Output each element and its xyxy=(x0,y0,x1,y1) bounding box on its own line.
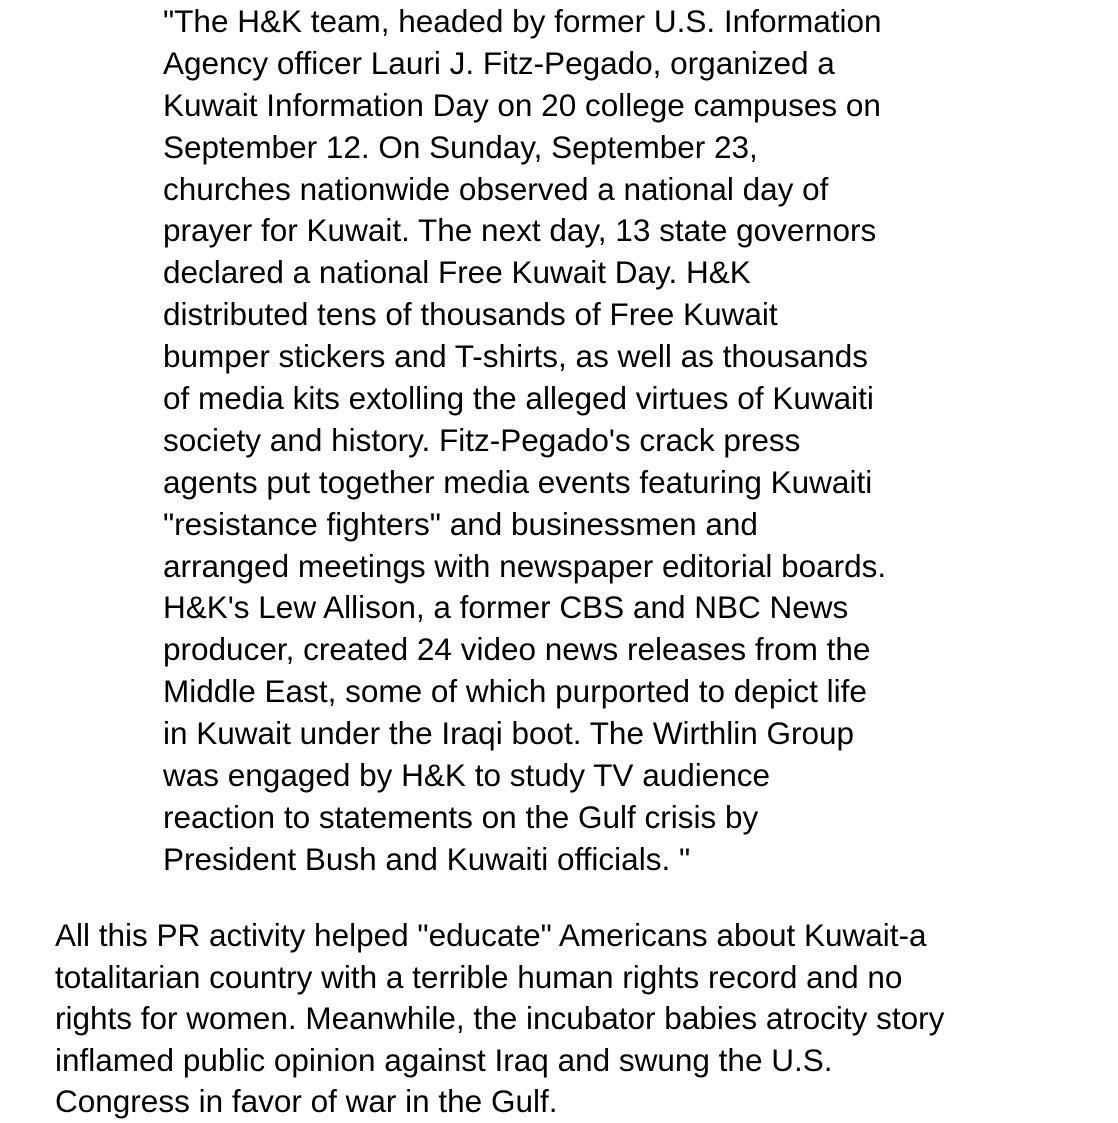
body-paragraph xyxy=(55,915,1115,1123)
paragraph-line: totalitarian country with a terrible human rights record and no xyxy=(55,958,903,995)
quote-line: Agency officer Lauri J. Fitz-Pegado, organized a xyxy=(163,44,835,81)
quote-line: agents put together media events featuring Kuwaiti xyxy=(163,463,873,500)
paragraph-line: Congress in favor of war in the Gulf. xyxy=(55,1083,558,1119)
quote-line: "resistance fighters" and businessmen and xyxy=(163,505,758,542)
quote-line: President Bush and Kuwaiti officials. " xyxy=(163,840,691,877)
paragraph-line: rights for women. Meanwhile, the incubator babies atrocity story xyxy=(55,1000,945,1036)
quote-line: distributed tens of thousands of Free Kuwait xyxy=(163,296,778,333)
paragraph-line: All this PR activity helped "educate" Americans about Kuwait-a xyxy=(55,917,927,953)
quote-line: reaction to statements on the Gulf crisis by xyxy=(163,798,759,835)
quote-line: producer, created 24 video news releases from the xyxy=(163,631,871,668)
quote-line: churches nationwide observed a national day of xyxy=(163,170,829,207)
quote-line: Kuwait Information Day on 20 college campuses on xyxy=(163,86,881,123)
quote-line: September 12. On Sunday, September 23, xyxy=(163,128,758,165)
quote-line: in Kuwait under the Iraqi boot. The Wirthlin Group xyxy=(163,715,855,752)
paragraph-line: inflamed public opinion against Iraq and swung the U.S. xyxy=(55,1041,833,1078)
quote-line: prayer for Kuwait. The next day, 13 state governors xyxy=(163,212,877,249)
quote-line: arranged meetings with newspaper editorial boards. xyxy=(163,547,887,584)
quote-line: was engaged by H&K to study TV audience xyxy=(163,757,771,794)
quote-line: bumper stickers and T-shirts, as well as thousands xyxy=(163,338,868,375)
quote-line: Middle East, some of which purported to depict life xyxy=(163,673,867,710)
quote-line: H&K's Lew Allison, a former CBS and NBC News xyxy=(163,589,849,626)
quote-line: "The H&K team, headed by former U.S. Information xyxy=(163,3,882,39)
quote-line: society and history. Fitz-Pegado's crack press xyxy=(163,421,801,458)
quote-line: of media kits extolling the alleged virtues of Kuwaiti xyxy=(163,380,874,417)
block-quote xyxy=(163,1,1083,881)
quote-line: declared a national Free Kuwait Day. H&K xyxy=(163,254,751,291)
